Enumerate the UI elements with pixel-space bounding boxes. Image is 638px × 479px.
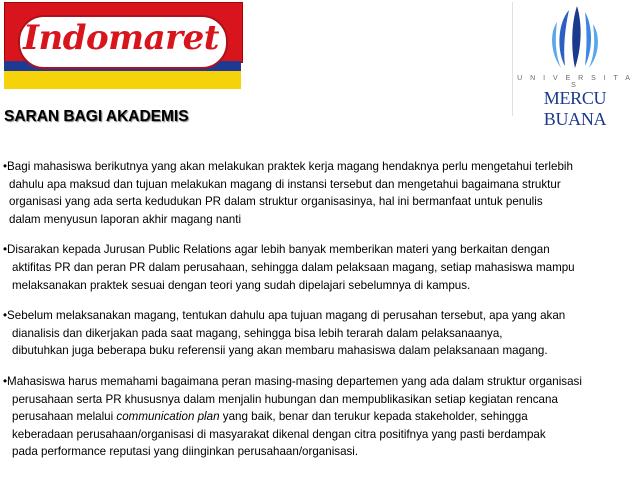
text-line: dibutuhkan juga beberapa buku referensii yang akan membaru mahasiswa dalam pelaksanaan magang. [12, 344, 548, 358]
text-line: dianalisis dan dikerjakan pada saat magang, sehingga bisa lebih terarah dalam pelaksanaanya, [12, 326, 503, 340]
mercu-buana-emblem-icon [513, 2, 637, 77]
text-line: •Mahasiswa harus memahami bagaimana peran masing-masing departemen yang ada dalam struktur organisasi [3, 374, 582, 388]
logo-yellow-band [4, 71, 241, 89]
page-title: SARAN BAGI AKADEMIS [4, 108, 189, 125]
text-span: yang baik, benar dan terukur kepada stakeholder, sehingga [219, 410, 528, 424]
text-line: •Sebelum melaksanakan magang, tentukan dahulu apa tujuan magang di perusahan tersebut, apa yang akan [3, 309, 566, 323]
text-line: •Bagi mahasiswa berikutnya yang akan melakukan praktek kerja magang hendaknya perlu mengetahui terlebih [3, 160, 573, 173]
paragraph-1 [3, 158, 635, 228]
text-line: pada performance reputasi yang diinginkan perusahaan/organisasi. [12, 445, 359, 459]
text-line: perusahaan serta PR khususnya dalam menjalin hubungan dan mempublikasikan setiap kegiatan rencana [12, 392, 558, 406]
text-span: perusahaan melalui [12, 410, 117, 424]
paragraph-4 [3, 373, 635, 461]
paragraph-3 [3, 307, 635, 360]
indomaret-logo [4, 2, 241, 92]
communication-plan-emphasis: communication plan [116, 410, 220, 424]
mercu-buana-logo [512, 2, 637, 129]
text-line: •Disarakan kepada Jurusan Public Relations agar lebih banyak memberikan materi yang berkaitan dengan [3, 243, 550, 257]
text-line: dahulu apa maksud dan tujuan melakukan magang di instansi tersebut dan mengetahui bagaimana struktur [9, 177, 561, 191]
text-line: aktifitas PR dan peran PR dalam perusahaan, sehingga dalam pelaksaan magang, setiap mahasiswa mampu [12, 260, 575, 274]
text-line: melaksanakan praktek sesuai dengan teori yang sudah dipelajari sebelumnya di kampus. [12, 278, 471, 292]
document-body [3, 158, 635, 474]
text-line [3, 408, 635, 426]
university-name: MERCU BUANA [543, 88, 607, 129]
indomaret-wordmark: Indomaret [23, 18, 219, 58]
text-line: organisasi yang ada serta kedudukan PR dalam struktur organisasinya, hal ini bermanfaat untuk penulis [9, 195, 543, 209]
text-line: dalam menyusun laporan akhir magang nanti [9, 212, 242, 226]
text-line: keberadaan perusahaan/organisasi di masyarakat dikenal dengan citra positifnya yang pasti berdampak [12, 427, 546, 441]
paragraph-2 [3, 241, 635, 294]
university-label: U N I V E R S I T A S [517, 75, 633, 89]
